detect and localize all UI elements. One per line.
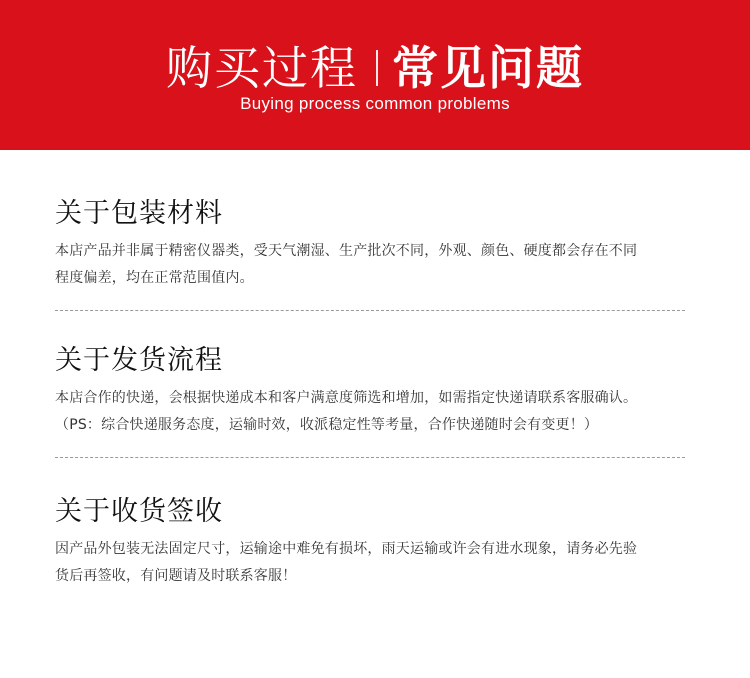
- section-packaging: [55, 196, 690, 292]
- section-body: [55, 536, 690, 590]
- body-line: 程度偏差，均在正常范围值内。: [55, 270, 254, 286]
- body-line: 因产品外包装无法固定尺寸，运输途中难免有损坏，雨天运输或许会有进水现象，请务必先验: [55, 541, 638, 557]
- page-title: [0, 40, 750, 96]
- body-line: （PS：综合快递服务态度，运输时效，收派稳定性等考量，合作快递随时会有变更！）: [55, 417, 599, 433]
- header-banner: [0, 0, 750, 150]
- title-light-text: 购买过程: [166, 41, 358, 95]
- section-heading: 关于发货流程: [55, 345, 223, 376]
- dashed-divider: [55, 310, 685, 311]
- section-receipt: [55, 494, 690, 590]
- title-divider: [376, 50, 378, 86]
- dashed-divider: [55, 457, 685, 458]
- body-line: 本店产品并非属于精密仪器类，受天气潮湿、生产批次不同，外观、颜色、硬度都会存在不同: [55, 243, 638, 259]
- body-line: 本店合作的快递，会根据快递成本和客户满意度筛选和增加，如需指定快递请联系客服确认。: [55, 390, 638, 406]
- section-shipping: [55, 343, 690, 439]
- section-heading: 关于包装材料: [55, 198, 223, 229]
- title-bold-text: 常见问题: [392, 41, 584, 95]
- section-heading: 关于收货签收: [55, 496, 223, 527]
- page-subtitle: Buying process common problems: [240, 94, 510, 113]
- section-body: [55, 238, 690, 292]
- body-line: 货后再签收，有问题请及时联系客服！: [55, 568, 297, 584]
- section-body: [55, 385, 690, 439]
